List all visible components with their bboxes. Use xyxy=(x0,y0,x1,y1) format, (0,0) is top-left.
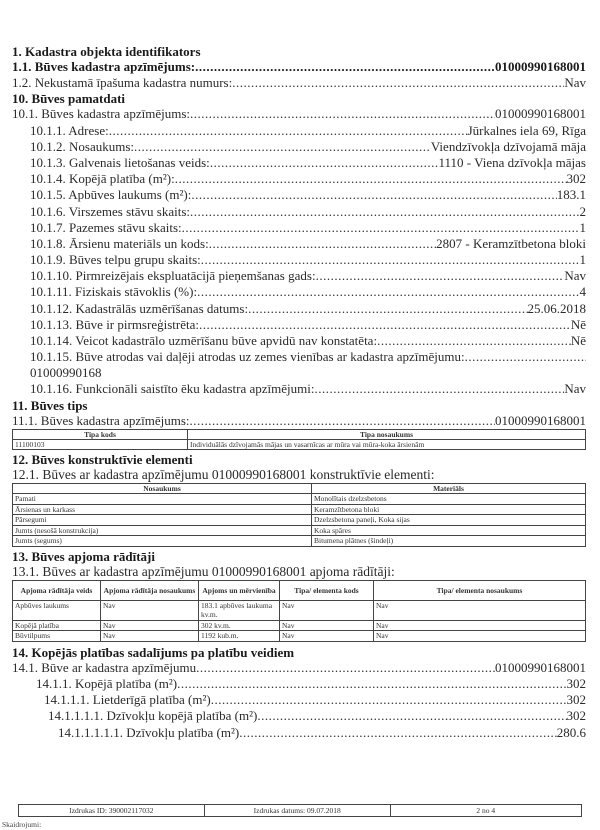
info-row: 10.1.8. Ārsienu materiāls un kods: ..... 2807 - Keramzītbetona bloki xyxy=(12,236,586,252)
table-row: Pārsegumi Dzelzsbetona paneļi, Koka sijas xyxy=(13,515,586,526)
section-12-title: 12. Būves konstruktīvie elementi xyxy=(12,451,193,467)
table-row: Pamati Monolītais dzelzsbetons xyxy=(13,494,586,505)
column-header: Apjoma rādītāja nosaukums xyxy=(101,580,199,600)
table-row: 11100103 Individuālās dzīvojamās mājas un vasarnīcas ar mūra vai mūra-koka ārsienām xyxy=(13,439,586,449)
section-12-subtitle: 12.1. Būves ar kadastra apzīmējumu 01000990168001 konstruktīvie elementi: xyxy=(12,466,435,482)
area-row: 14.1.1.1.1.1. Dzīvokļu platība (m²) ..... 280.6 xyxy=(12,725,586,741)
section-1-title: 1. Kadastra objekta identifikators xyxy=(12,44,201,59)
info-row: 10.1.3. Galvenais lietošanas veids: ..... 1110 - Viena dzīvokļa mājas xyxy=(12,155,586,171)
volume-indicators-table xyxy=(12,580,586,642)
table-row: Apbūves laukums Nav 183.1 apbūves laukuma kv.m. Nav Nav xyxy=(13,600,586,620)
table-row: Kopējā platība Nav 302 kv.m. Nav Nav xyxy=(13,620,586,631)
section-11-title: 11. Būves tips xyxy=(12,397,88,413)
area-row: 14.1.1. Kopējā platība (m²) ..... 302 xyxy=(12,676,586,692)
print-footer xyxy=(18,804,582,817)
info-row: 10.1.7. Pazemes stāvu skaits: ..... 1 xyxy=(12,220,586,236)
info-row: 10.1.14. Veicot kadastrālo uzmērīšanu būve apvidū nav konstatēta: ..... Nē xyxy=(12,333,586,349)
building-cadastre-row: 1.1. Būves kadastra apzīmējums: ..... 01000990168001 xyxy=(12,59,586,75)
info-row: 10.1.10. Pirmreizējais ekspluatācijā pieņemšanas gads: ..... Nav xyxy=(12,268,586,284)
info-row: 10.1.6. Virszemes stāvu skaits: ..... 2 xyxy=(12,204,586,220)
section-14-title: 14. Kopējās platības sadalījums pa platību veidiem xyxy=(12,644,295,660)
section-13-subtitle: 13.1. Būves ar kadastra apzīmējumu 01000990168001 apjoma rādītāji: xyxy=(12,563,395,579)
column-header: Tipa kods xyxy=(13,429,188,439)
page-number: 2 no 4 xyxy=(390,805,581,817)
explanations-label: Skaidrojumi: xyxy=(2,820,42,829)
column-header: Tipa/ elementa nosaukums xyxy=(374,580,586,600)
info-row: 10.1.15. Būve atrodas vai daļēji atrodas uz zemes vienības ar kadastra apzīmējumu: ..... xyxy=(12,349,586,365)
table-row: Būvtilpums Nav 1192 kub.m. Nav Nav xyxy=(13,631,586,642)
column-header: Tipa/ elementa kods xyxy=(280,580,374,600)
print-date: Izdrukas datums: 09.07.2018 xyxy=(204,805,390,817)
area-row: 14.1. Būve ar kadastra apzīmējumu ..... 01000990168001 xyxy=(12,660,586,676)
info-row: 10.1. Būves kadastra apzīmējums: ..... 01000990168001 xyxy=(12,106,586,122)
section-10-title: 10. Būves pamatdati xyxy=(12,91,126,107)
info-row: 10.1.5. Apbūves laukums (m²): ..... 183.1 xyxy=(12,187,586,203)
document-page xyxy=(12,44,586,741)
section-13-title: 13. Būves apjoma rādītāji xyxy=(12,548,155,564)
info-row: 10.1.13. Būve ir pirmsreģistrēta: ..... Nē xyxy=(12,317,586,333)
info-row: 10.1.1. Adrese: ..... Jūrkalnes iela 69, Rīga xyxy=(12,123,586,139)
info-row: 10.1.12. Kadastrālās uzmērīšanas datums: ..... 25.06.2018 xyxy=(12,301,586,317)
print-id: Izdrukas ID: 390002117032 xyxy=(19,805,205,817)
construction-elements-table xyxy=(12,483,586,547)
info-row: 10.1.4. Kopējā platība (m²): ..... 302 xyxy=(12,171,586,187)
table-row: Jumts (nesošā konstrukcija) Koka spāres xyxy=(13,525,586,536)
column-header: Nosaukums xyxy=(13,483,312,494)
area-row: 14.1.1.1.1. Dzīvokļu kopējā platība (m²) ..... 302 xyxy=(12,708,586,724)
land-unit-value: 01000990168 xyxy=(30,365,102,381)
info-row: 10.1.9. Būves telpu grupu skaits: ..... 1 xyxy=(12,252,586,268)
info-row: 10.1.11. Fiziskais stāvoklis (%): ..... 4 xyxy=(12,284,586,300)
table-row: Jumts (segums) Bitumena plātnes (šindeļi) xyxy=(13,536,586,547)
area-row: 14.1.1.1. Lietderīgā platība (m²) ..... 302 xyxy=(12,692,586,708)
building-type-table xyxy=(12,429,586,450)
property-number-row: 1.2. Nekustamā īpašuma kadastra numurs: ..... Nav xyxy=(12,75,586,91)
info-row: 10.1.16. Funkcionāli saistīto ēku kadastra apzīmējumi: ..... Nav xyxy=(12,381,586,397)
info-row: 10.1.2. Nosaukums: ..... Viendzīvokļa dzīvojamā māja xyxy=(12,139,586,155)
column-header: Apjoma rādītāja veids xyxy=(13,580,101,600)
column-header: Apjoms un mērvienība xyxy=(199,580,280,600)
column-header: Tipa nosaukums xyxy=(188,429,586,439)
table-row: Ārsienas un karkass Keramzītbetona bloki xyxy=(13,504,586,515)
column-header: Materiāls xyxy=(312,483,586,494)
info-row: 11.1. Būves kadastra apzīmējums: ..... 01000990168001 xyxy=(12,413,586,429)
